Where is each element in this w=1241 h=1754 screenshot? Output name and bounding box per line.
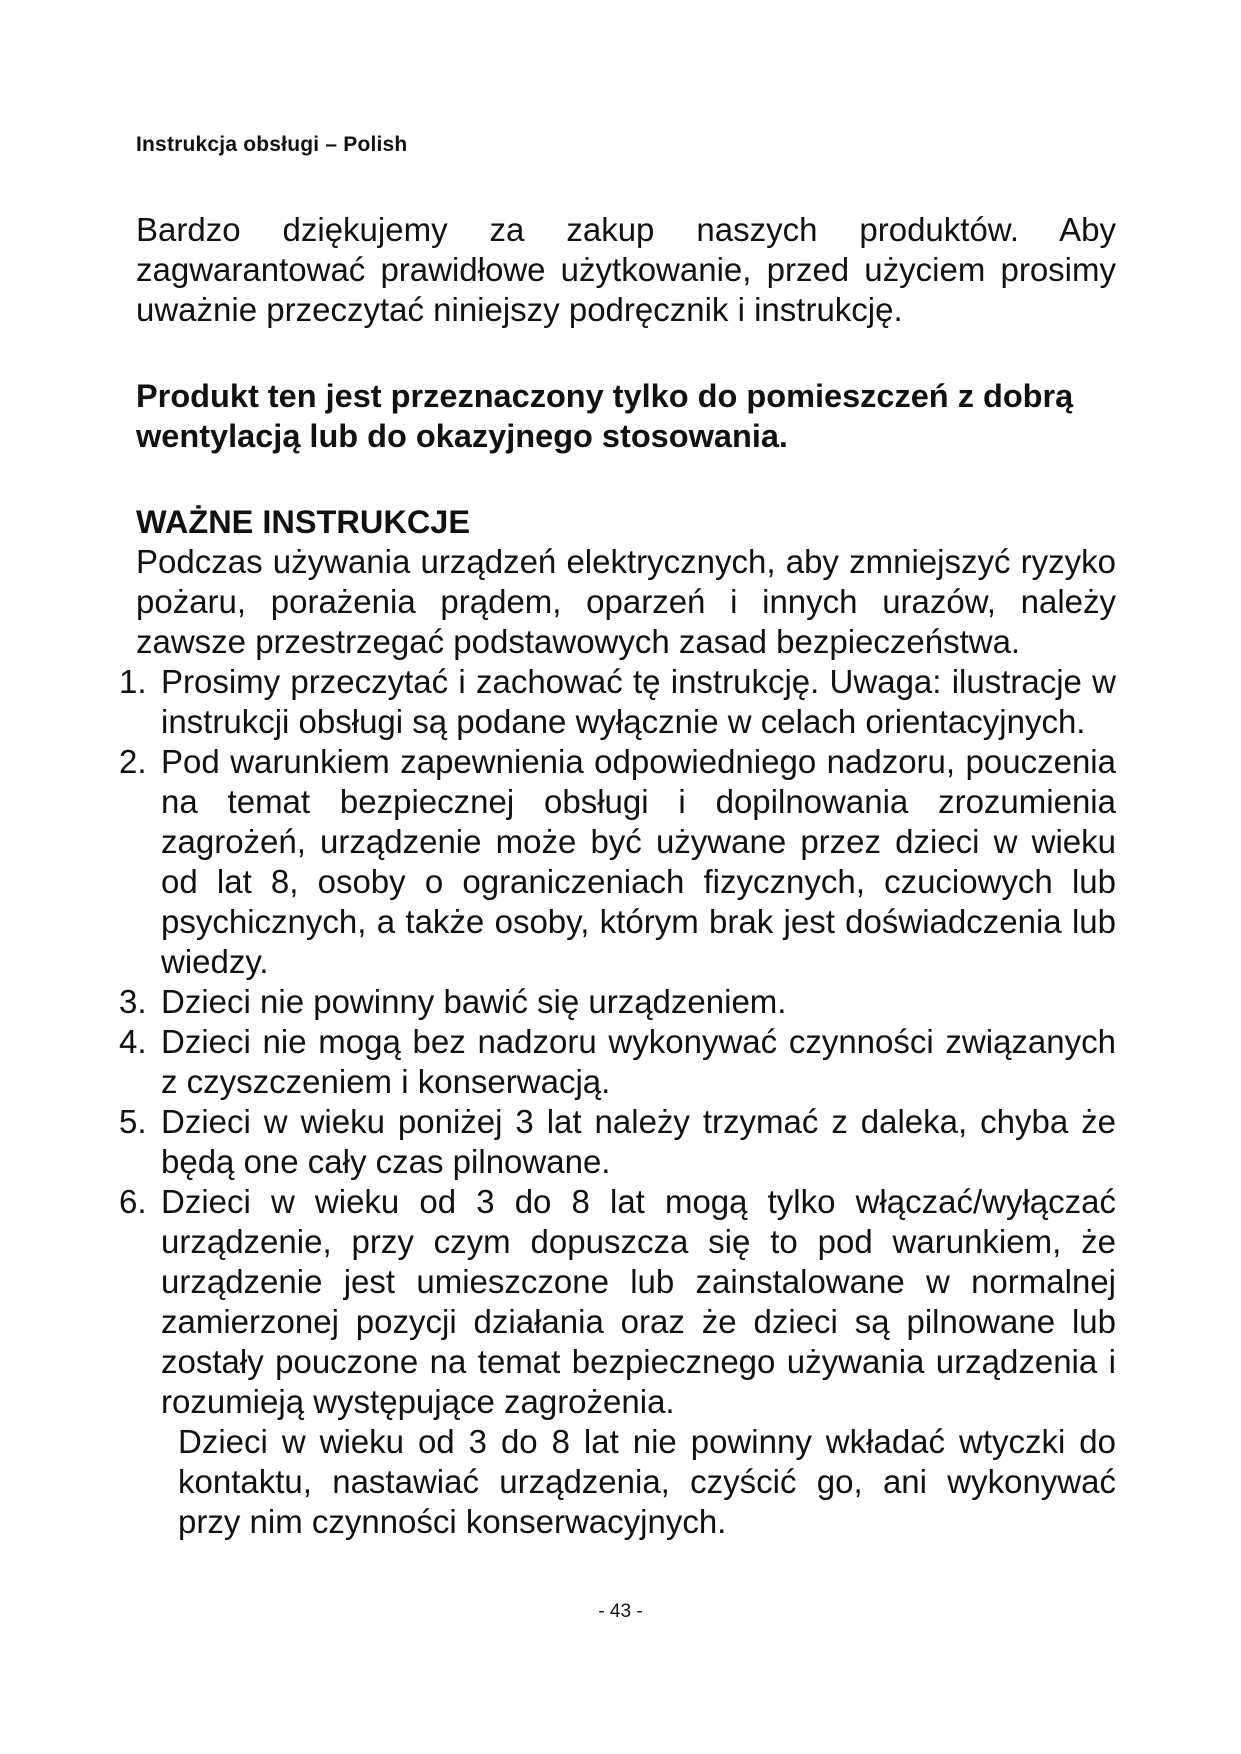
list-item-number: 3. <box>119 983 147 1020</box>
list-item-number: 5. <box>119 1103 147 1140</box>
list-item <box>119 1102 1116 1182</box>
list-item <box>119 742 1116 982</box>
list-item-text: Pod warunkiem zapewnienia odpowiedniego nadzoru, pouczenia na temat bezpiecznej obsługi i dopilnowania zrozumienia zagrożeń, urządzenie może być używane przez dzieci w wieku od lat 8, osoby o ograniczeniach fizycznych, czuciowych lub psychicznych, a także osoby, którym brak jest doświadczenia lub wiedzy. <box>161 743 1116 980</box>
list-item-number: 2. <box>119 743 147 780</box>
list-item-text: Prosimy przeczytać i zachować tę instrukcję. Uwaga: ilustracje w instrukcji obsługi są podane wyłącznie w celach orientacyjnych. <box>161 663 1116 740</box>
list-item-text: Dzieci w wieku poniżej 3 lat należy trzymać z daleka, chyba że będą one cały czas pilnowane. <box>161 1103 1116 1180</box>
page-content <box>119 210 1116 1542</box>
list-item <box>119 982 1116 1022</box>
list-item <box>119 1022 1116 1102</box>
list-item-text: Dzieci nie powinny bawić się urządzeniem. <box>161 983 787 1020</box>
list-item <box>119 662 1116 742</box>
list-item <box>119 1182 1116 1422</box>
item-6-continuation: Dzieci w wieku od 3 do 8 lat nie powinny wkładać wtyczki do kontaktu, nastawiać urządzenia, czyścić go, ani wykonywać przy nim czynności konserwacyjnych. <box>178 1423 1116 1540</box>
list-item-text: Dzieci w wieku od 3 do 8 lat mogą tylko włączać/wyłączać urządzenie, przy czym dopuszcza się to pod warunkiem, że urządzenie jest umieszczone lub zainstalowane w normalnej zamierzonej pozycji działania oraz że dzieci są pilnowane lub zostały pouczone na temat bezpiecznego używania urządzenia i rozumieją występujące zagrożenia. <box>161 1183 1116 1420</box>
list-item-number: 1. <box>119 663 147 700</box>
instruction-list <box>119 662 1116 1422</box>
section-intro-paragraph: Podczas używania urządzeń elektrycznych, aby zmniejszyć ryzyko pożaru, porażenia prądem, oparzeń i innych urazów, należy zawsze przestrzegać podstawowych zasad bezpieczeństwa. <box>136 543 1116 660</box>
list-item-number: 4. <box>119 1023 147 1060</box>
page-number: - 43 - <box>598 1601 643 1622</box>
page-header: Instrukcja obsługi – Polish <box>136 133 408 156</box>
list-item-text: Dzieci nie mogą bez nadzoru wykonywać czynności związanych z czyszczeniem i konserwacją. <box>161 1023 1116 1100</box>
intro-paragraph: Bardzo dziękujemy za zakup naszych produktów. Aby zagwarantować prawidłowe użytkowanie, przed użyciem prosimy uważnie przeczytać niniejszy podręcznik i instrukcję. <box>136 211 1116 328</box>
ventilation-notice: Produkt ten jest przeznaczony tylko do pomieszczeń z dobrą wentylacją lub do okazyjnego stosowania. <box>136 378 1074 454</box>
list-item-number: 6. <box>119 1183 147 1220</box>
section-heading: WAŻNE INSTRUKCJE <box>136 504 471 540</box>
